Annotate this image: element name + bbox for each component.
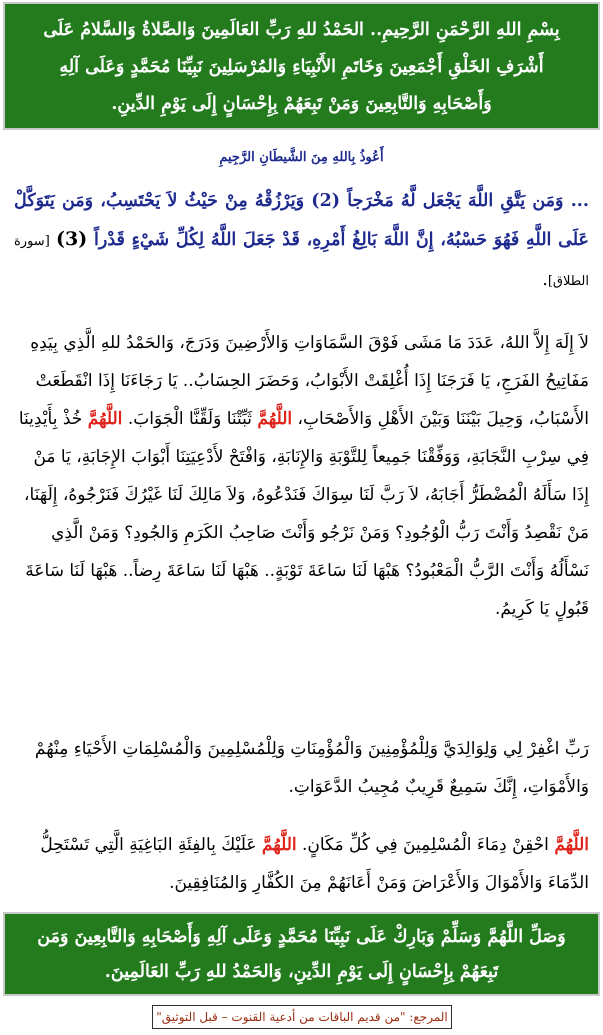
- allahumma-highlight: اللَّهُمَّ: [257, 409, 293, 429]
- opening-line-3: وَأَصْحَابِهِ وَالتَّابِعِينَ وَمَنْ تَبِعَهُمْ بِإِحْسَانٍ إِلَى يَوْمِ الدِّينِ.: [111, 94, 492, 114]
- dua1-part-c: خُذْ بِأَيْدِينَا فِي سِرْبِ النَّجَابَةِ، وَوَفِّقْنَا جَمِيعاً لِلتَّوْبَةِ وَالإِنَابَةِ، وَافْتَحْ لأَدْعِيَتِنَا أَبْوَابَ الإِجَابَةِ، يَا مَنْ إِذَا سَأَلَهُ الْمُضْطَرُّ أَجَابَهُ، لاَ رَبَّ لَنَا سِوَاكَ فَنَدْعُوهُ، وَلاَ مَالِكَ لَنَا غَيْرُكَ فَنَرْجُوهُ، إِلَهَنَا، مَنْ نَقْصِدُ وَأَنْتَ رَبُّ الْوُجُودِ؟ وَمَنْ نَرْجُو وَأَنْتَ صَاحِبُ الكَرَمِ وَالجُودِ؟ وَمَنْ الَّذِي نَسْأَلُهُ وَأَنْتَ الرَّبُّ الْمَعْبُودُ؟ هَبْهَا لَنَا سَاعَةَ تَوْبَةٍ.. هَبْهَا لَنَا سَاعَةَ رِضاً.. هَبْهَا لَنَا سَاعَةَ قَبُولٍ يَا كَرِيمُ.: [18, 409, 589, 619]
- opening-line-1: بِسْمِ اللهِ الرَّحْمَنِ الرَّحِيمِ.. الحَمْدُ للهِ رَبِّ العَالَمِينَ وَالصَّلاةُ وَالسَّلامُ عَلَى: [43, 20, 560, 40]
- dua-paragraph-3: [14, 826, 589, 902]
- allahumma-highlight: اللَّهُمَّ: [261, 835, 297, 855]
- dua1-part-b: ثَبِّتْنَا وَلَقِّنَّا الْجَوَابَ.: [127, 409, 253, 429]
- dua1-part-a: لاَ إِلَهَ إِلاَّ اللهُ، عَدَدَ مَا مَشَى فَوْقَ السَّمَاوَاتِ وَالأَرْضِينَ وَدَرَجَ، وَالحَمْدُ للهِ الَّذِي بِيَدِهِ مَفَاتِيحُ الفَرَجِ، يَا فَرَجَنَا إِذَا أُغْلِقَتْ الأَبْوَابُ، وَحَضَرَ الحِسَابُ.. يَا رَجَاءَنَا إِذَا انْقَطَعَتْ الأَسْبَابُ، وَحِيلَ بَيْنَنَا وَبَيْنَ الأَهْلِ وَالأَصْحَابِ،: [30, 333, 589, 429]
- allahumma-highlight: اللَّهُمَّ: [554, 835, 589, 855]
- dua-paragraph-2: رَبِّ اغْفِرْ لِي وَلِوَالِدَيَّ وَلِلْمُؤْمِنِينَ وَالْمُؤْمِنَاتِ وَلِلْمُسْلِمِينَ وَالْمُسْلِمَاتِ الأَحْيَاءِ مِنْهُمْ وَالأَمْوَاتِ، إِنَّكَ سَمِيعٌ قَرِيبٌ مُجِيبُ الدَّعَوَاتِ.: [34, 739, 589, 797]
- surah-reference: [سورة الطلاق]: [14, 234, 589, 289]
- opening-line-2: أَشْرَفِ الخَلْقِ أَجْمَعِينَ وَخَاتَمِ الأَنْبِيَاءِ وَالمُرْسَلِينَ نَبِيِّنَا مُحَمَّدٍ وَعَلَى آلِهِ: [59, 57, 544, 77]
- allahumma-highlight: اللَّهُمَّ: [87, 409, 123, 429]
- dua3-part-a: احْقِنْ دِمَاءَ الْمُسْلِمِينَ فِي كُلِّ مَكَانٍ.: [302, 835, 549, 855]
- isti3adha-heading: أَعُوذُ بِاللهِ مِنَ الشَّيطَانِ الرَّجِيمِ: [219, 150, 384, 165]
- dua3-part-b: عَلَيْكَ بِالفِئَةِ البَاغِيَةِ الَّتِي تَسْتَحِلُّ الدِّمَاءَ وَالأَمْوَالَ وَالأَعْرَاضَ وَمَنْ أَعَانَهُمْ مِنَ الكُفَّارِ وَالمُنَافِقِينَ.: [40, 835, 589, 893]
- quran-verse: [14, 182, 589, 301]
- verse-text: ... وَمَن يَتَّقِ اللَّهَ يَجْعَل لَّهُ مَخْرَجاً (2) وَيَرْزُقْهُ مِنْ حَيْثُ لاَ يَحْتَسِبُ، وَمَن يَتَوَكَّلْ عَلَى اللَّهِ فَهُوَ حَسْبُهُ، إِنَّ اللَّهَ بَالِغُ أَمْرِهِ، قَدْ جَعَلَ اللَّهُ لِكُلِّ شَيْءٍ قَدْراً: [14, 191, 589, 250]
- closing-line-2: تَبِعَهُمْ بِإِحْسَانٍ إِلَى يَوْمِ الدِّينِ، وَالحَمْدُ للهِ رَبِّ العَالَمِينَ.: [104, 962, 499, 982]
- closing-line-1: وَصَلِّ اللَّهُمَّ وَسَلِّمْ وَبَارِكْ عَلَى نَبِيِّنَا مُحَمَّدٍ وَعَلَى آلِهِ وَأَصْحَابِهِ وَالتَّابِعِينَ وَمَن: [37, 927, 566, 947]
- source-reference: المرجع: "من قديم الباقات من أدعية القنوت – قبل التوثيق": [152, 1005, 452, 1029]
- closing-salawat-box: [3, 912, 600, 996]
- verse-period: .: [542, 270, 548, 290]
- verse-number: (3): [56, 228, 88, 250]
- dua-paragraph-1: [14, 324, 589, 628]
- opening-praise-box: [3, 2, 600, 130]
